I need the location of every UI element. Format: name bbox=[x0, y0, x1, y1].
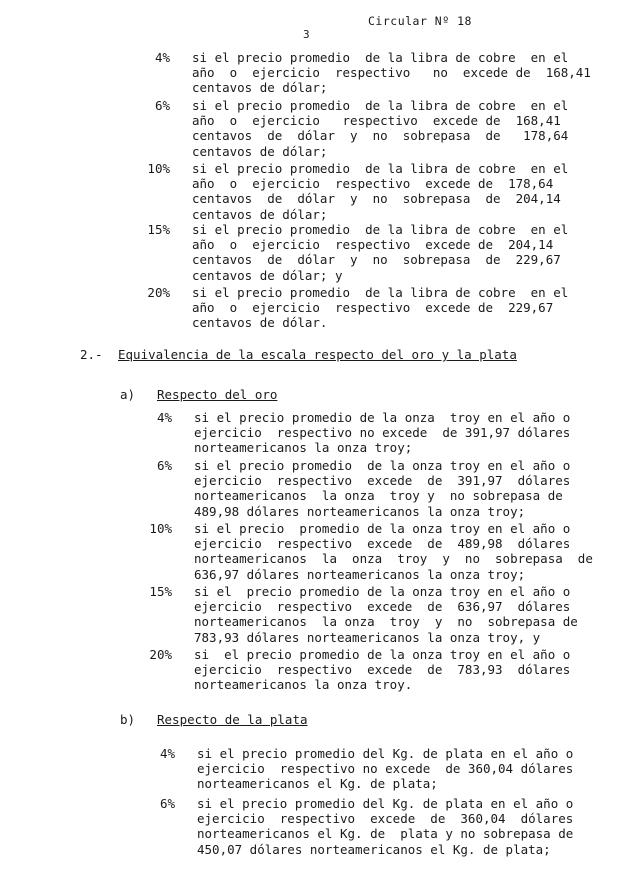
text-line: si el precio promedio de la onza troy en el año o bbox=[194, 584, 571, 599]
text-line: centavos de dólar y no sobrepasa de 204,14 bbox=[192, 191, 561, 207]
scale-percentage: 4% bbox=[156, 410, 172, 425]
scale-condition-text bbox=[192, 98, 572, 159]
text-line: ejercicio respectivo excede de 391,97 dólares bbox=[194, 473, 571, 489]
text-line: centavos de dólar; bbox=[192, 143, 328, 159]
text-line: centavos de dólar. bbox=[192, 315, 328, 331]
text-line: 636,97 dólares norteamericanos la onza troy; bbox=[194, 566, 526, 582]
text-line: si el precio promedio de la onza troy en el año o bbox=[194, 458, 571, 473]
scale-condition-text bbox=[197, 746, 582, 792]
scale-condition-text bbox=[194, 410, 579, 456]
text-line: si el precio promedio de la libra de cobre en el bbox=[192, 161, 569, 176]
text-line: norteamericanos la onza troy. bbox=[194, 677, 413, 693]
text-line: año o ejercicio respectivo excede de 229,67 bbox=[192, 300, 554, 316]
subsection-a-title: Respecto del oro bbox=[157, 387, 278, 402]
scale-condition-text bbox=[194, 584, 579, 645]
scale-percentage: 20% bbox=[149, 647, 172, 662]
scale-condition-text bbox=[192, 161, 572, 222]
text-line: si el precio promedio de la onza troy en el año o bbox=[194, 647, 571, 662]
text-line: si el precio promedio de la libra de cobre en el bbox=[192, 98, 569, 113]
text-line: si el precio promedio de la onza troy en el año o bbox=[194, 521, 571, 536]
scale-condition-text bbox=[194, 458, 579, 519]
text-line: 783,93 dólares norteamericanos la onza troy, y bbox=[194, 629, 541, 645]
text-line: norteamericanos la onza troy y no sobrepasa de bbox=[194, 488, 563, 504]
text-line: año o ejercicio respectivo excede de 178,64 bbox=[192, 176, 554, 192]
scale-percentage: 6% bbox=[159, 796, 175, 811]
scale-percentage: 4% bbox=[154, 50, 170, 65]
scale-percentage: 6% bbox=[154, 98, 170, 113]
scale-condition-text bbox=[194, 521, 593, 582]
scale-percentage: 20% bbox=[147, 285, 170, 300]
text-line: si el precio promedio del Kg. de plata en el año o bbox=[197, 746, 574, 761]
text-line: norteamericanos el Kg. de plata y no sobrepasa de bbox=[197, 826, 574, 842]
text-line: año o ejercicio respectivo excede de 204,14 bbox=[192, 237, 554, 253]
scale-percentage: 15% bbox=[149, 584, 172, 599]
scale-condition-text bbox=[192, 222, 572, 283]
circular-header: Circular Nº 18 bbox=[368, 14, 472, 28]
text-line: ejercicio respectivo no excede de 360,04 dólares bbox=[197, 761, 574, 777]
text-line: ejercicio respectivo no excede de 391,97 dólares bbox=[194, 425, 571, 441]
text-line: centavos de dólar; y bbox=[192, 267, 343, 283]
text-line: ejercicio respectivo excede de 636,97 dólares bbox=[194, 599, 571, 615]
scale-percentage: 6% bbox=[156, 458, 172, 473]
text-line: 489,98 dólares norteamericanos la onza troy; bbox=[194, 503, 526, 519]
text-line: norteamericanos la onza troy; bbox=[194, 440, 413, 456]
scale-condition-text bbox=[197, 796, 582, 857]
text-line: centavos de dólar; bbox=[192, 80, 328, 96]
section-2-number: 2.- bbox=[80, 347, 103, 362]
text-line: norteamericanos la onza troy y no sobrepasa de bbox=[194, 551, 593, 567]
text-line: si el precio promedio del Kg. de plata en el año o bbox=[197, 796, 574, 811]
subsection-b-title: Respecto de la plata bbox=[157, 712, 308, 727]
text-line: si el precio promedio de la libra de cobre en el bbox=[192, 50, 569, 65]
section-2-title: Equivalencia de la escala respecto del oro y la plata bbox=[118, 347, 517, 362]
text-line: 450,07 dólares norteamericanos el Kg. de plata; bbox=[197, 841, 551, 857]
text-line: ejercicio respectivo excede de 783,93 dólares bbox=[194, 662, 571, 678]
subsection-b-letter: b) bbox=[120, 712, 136, 727]
text-line: ejercicio respectivo excede de 360,04 dólares bbox=[197, 811, 574, 827]
scale-percentage: 10% bbox=[147, 161, 170, 176]
scale-condition-text bbox=[192, 285, 572, 331]
text-line: centavos de dólar y no sobrepasa de 229,67 bbox=[192, 252, 561, 268]
page-number: 3 bbox=[303, 28, 310, 41]
text-line: norteamericanos la onza troy y no sobrepasa de bbox=[194, 614, 578, 630]
text-line: si el precio promedio de la onza troy en el año o bbox=[194, 410, 571, 425]
text-line: norteamericanos el Kg. de plata; bbox=[197, 776, 438, 792]
text-line: año o ejercicio respectivo excede de 168,41 bbox=[192, 113, 561, 129]
text-line: centavos de dólar; bbox=[192, 206, 328, 222]
text-line: año o ejercicio respectivo no excede de 168,41 bbox=[192, 65, 591, 81]
scale-percentage: 4% bbox=[159, 746, 175, 761]
text-line: si el precio promedio de la libra de cobre en el bbox=[192, 285, 569, 300]
scale-condition-text bbox=[192, 50, 591, 96]
text-line: si el precio promedio de la libra de cobre en el bbox=[192, 222, 569, 237]
scale-percentage: 10% bbox=[149, 521, 172, 536]
text-line: centavos de dólar y no sobrepasa de 178,64 bbox=[192, 128, 569, 144]
text-line: ejercicio respectivo excede de 489,98 dólares bbox=[194, 536, 571, 552]
scale-condition-text bbox=[194, 647, 579, 693]
subsection-a-letter: a) bbox=[120, 387, 136, 402]
scale-percentage: 15% bbox=[147, 222, 170, 237]
